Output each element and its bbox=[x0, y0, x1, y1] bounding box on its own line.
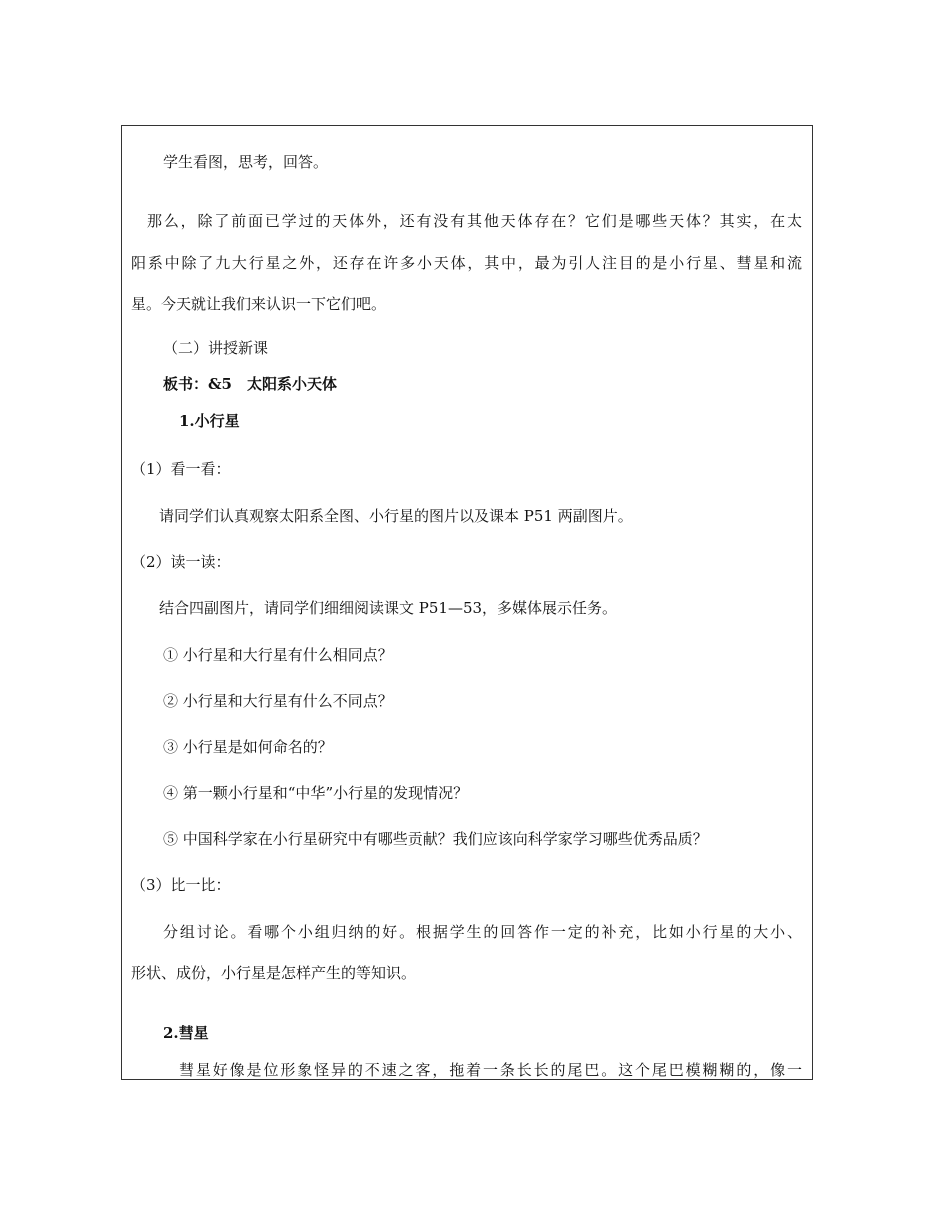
question-item-3: ③ 小行星是如何命名的？ bbox=[163, 738, 333, 756]
step-compare: （3）比一比： bbox=[131, 876, 231, 894]
text-line-intro-2: 阳系中除了九大行星之外，还存在许多小天体，其中，最为引人注目的是小行星、彗星和流 bbox=[131, 254, 802, 272]
text-line-intro-1: 那么，除了前面已学过的天体外，还有没有其他天体存在？它们是哪些天体？其实，在太 bbox=[147, 212, 802, 230]
text-line-discuss-1: 分组讨论。看哪个小组归纳的好。根据学生的回答作一定的补充，比如小行星的大小、 bbox=[163, 923, 802, 941]
text-line-discuss-2: 形状、成份，小行星是怎样产生的等知识。 bbox=[131, 964, 417, 982]
text-line-read-task: 结合四副图片，请同学们细细阅读课文 P51—53，多媒体展示任务。 bbox=[159, 599, 618, 617]
question-item-2: ② 小行星和大行星有什么不同点？ bbox=[163, 692, 393, 710]
step-read: （2）读一读： bbox=[131, 553, 231, 571]
text-line-observe: 请同学们认真观察太阳系全图、小行星的图片以及课本 P51 两副图片。 bbox=[159, 507, 633, 525]
step-look: （1）看一看： bbox=[131, 460, 231, 478]
section-heading-new-lesson: （二）讲授新课 bbox=[163, 339, 269, 357]
subheading-asteroid: 1.小行星 bbox=[179, 412, 240, 430]
text-line-students-look: 学生看图，思考，回答。 bbox=[163, 153, 329, 171]
question-item-5: ⑤ 中国科学家在小行星研究中有哪些贡献？我们应该向科学家学习哪些优秀品质？ bbox=[163, 830, 708, 848]
blackboard-title: 板书：&5 太阳系小天体 bbox=[163, 375, 337, 393]
subheading-comet: 2.彗星 bbox=[163, 1024, 209, 1042]
question-item-1: ① 小行星和大行星有什么相同点？ bbox=[163, 646, 393, 664]
text-line-comet: 彗星好像是位形象怪异的不速之客，拖着一条长长的尾巴。这个尾巴模糊糊的，像一 bbox=[179, 1061, 802, 1079]
text-line-intro-3: 星。今天就让我们来认识一下它们吧。 bbox=[131, 295, 387, 313]
question-item-4: ④ 第一颗小行星和“中华”小行星的发现情况？ bbox=[163, 784, 469, 802]
